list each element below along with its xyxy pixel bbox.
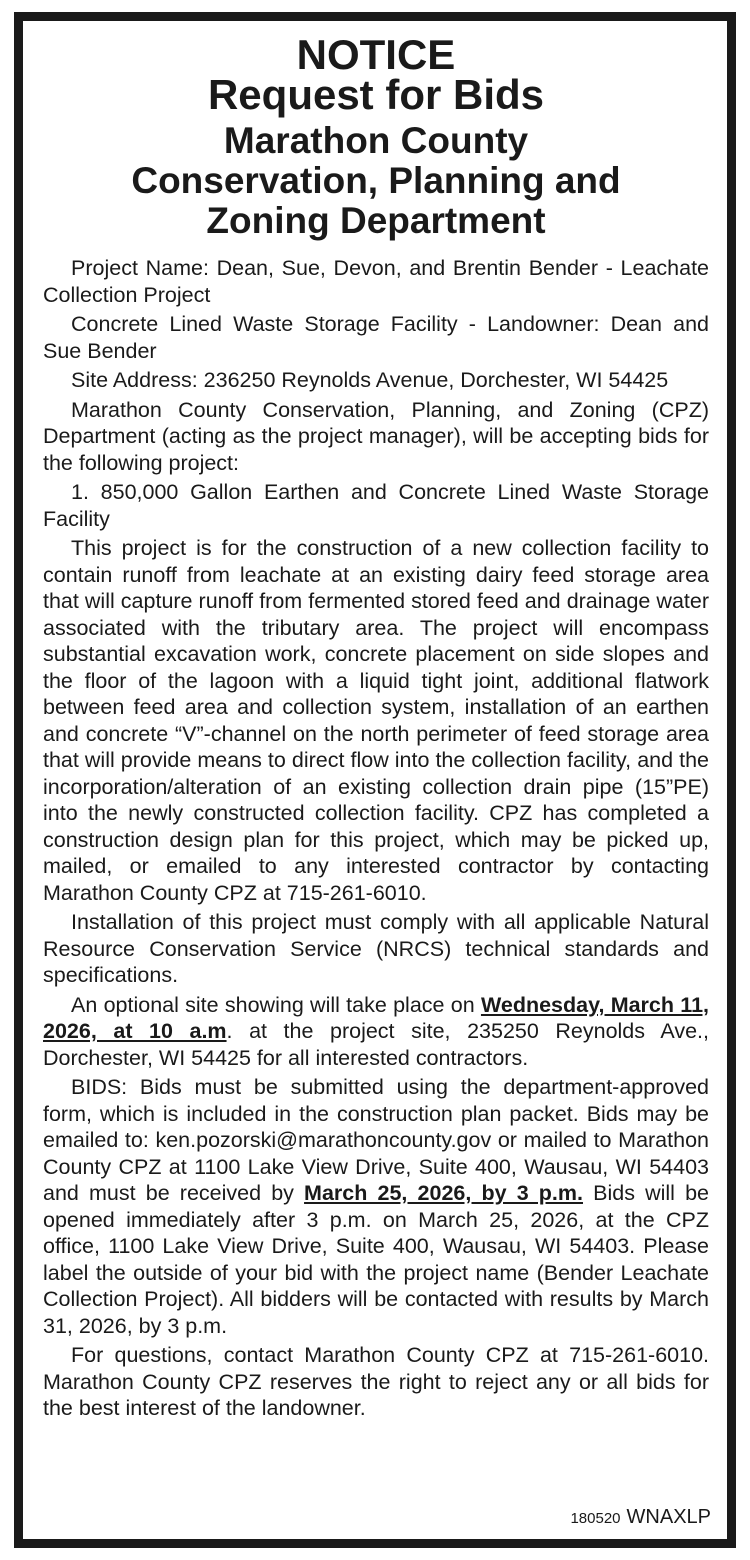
- description-paragraph: This project is for the construction of a new collection facility to contain runoff from leachate at an existing dairy feed storage area that will capture runoff from fermented stored feed and drainage water associated with the tributary area. The project will encompass substantial excavation work, concrete placement on side slopes and the floor of the lagoon with a liquid tight joint, additional flatwork between feed area and collection system, installation of an earthen and concrete “V”-channel on the north perimeter of feed storage area that will provide means to direct flow into the collection facility, and the incorporation/alteration of an existing collection drain pipe (15”PE) into the newly constructed collection facility. CPZ has completed a construction design plan for this project, which may be picked up, mailed, or emailed to any interested contractor by contacting Marathon County CPZ at 715-261-6010.: [43, 536, 709, 905]
- org-name-line3: Zoning Department: [206, 200, 546, 241]
- project-name-paragraph: Project Name: Dean, Sue, Devon, and Brentin Bender - Leachate Collection Project: [43, 256, 709, 307]
- org-name-line1: Marathon County: [223, 120, 529, 161]
- showing-date: Wednesday, March 11, 2026, at 10 a.m: [43, 992, 709, 1043]
- project-item-1: 1. 850,000 Gallon Earthen and Concrete Lined Waste Storage Facility: [43, 480, 709, 531]
- notice-content: [43, 31, 710, 1422]
- questions-paragraph: For questions, contact Marathon County CPZ at 715-261-6010. Marathon County CPZ reserves the right to reject any or all bids for the best interest of the landowner.: [43, 1343, 709, 1420]
- facility-paragraph: Concrete Lined Waste Storage Facility - Landowner: Dean and Sue Bender: [43, 312, 709, 363]
- org-name-line2: Conservation, Planning and: [131, 160, 621, 201]
- showing-text-pre: An optional site showing will take place on: [71, 992, 481, 1017]
- notice-number: 180520: [570, 1510, 621, 1527]
- notice-code: WNAXLP: [626, 1506, 711, 1528]
- notice-frame: [14, 12, 736, 1548]
- bids-deadline: March 25, 2026, by 3 p.m.: [304, 1181, 583, 1205]
- notice-footer: [570, 1506, 711, 1529]
- site-showing-paragraph: [43, 992, 709, 1072]
- bids-paragraph: [43, 1074, 709, 1339]
- showing-text-post: . at the project site, 235250 Reynolds Ave., Dorchester, WI 54425 for all interested contractors.: [43, 1019, 709, 1070]
- site-address-paragraph: Site Address: 236250 Reynolds Avenue, Dorchester, WI 54425: [71, 368, 669, 392]
- standards-paragraph: Installation of this project must comply with all applicable Natural Resource Conservation Service (NRCS) technical standards and specifications.: [43, 910, 709, 987]
- intro-paragraph: Marathon County Conservation, Planning, and Zoning (CPZ) Department (acting as the project manager), will be accepting bids for the following project:: [43, 397, 709, 475]
- bids-text-post: Bids will be opened immediately after 3 p.m. on March 25, 2026, at the CPZ office, 1100 Lake View Drive, Suite 400, Wausau, WI 54403. Please label the outside of your bid with the project name (Bender Leachate Collection Project). All bidders will be contacted with results by March 31, 2026, by 3 p.m.: [43, 1181, 710, 1338]
- bids-text-pre: BIDS: Bids must be submitted using the department-approved form, which is included in the construction plan packet. Bids may be emailed to: ken.pozorski@marathoncounty.gov or mailed to Marathon County CPZ at 1100 Lake View Drive, Suite 400, Wausau, WI 54403 and must be received by: [43, 1075, 709, 1205]
- request-for-bids-heading: Request for Bids: [207, 71, 545, 118]
- notice-heading: NOTICE: [296, 31, 456, 78]
- notice-body: [43, 255, 709, 1422]
